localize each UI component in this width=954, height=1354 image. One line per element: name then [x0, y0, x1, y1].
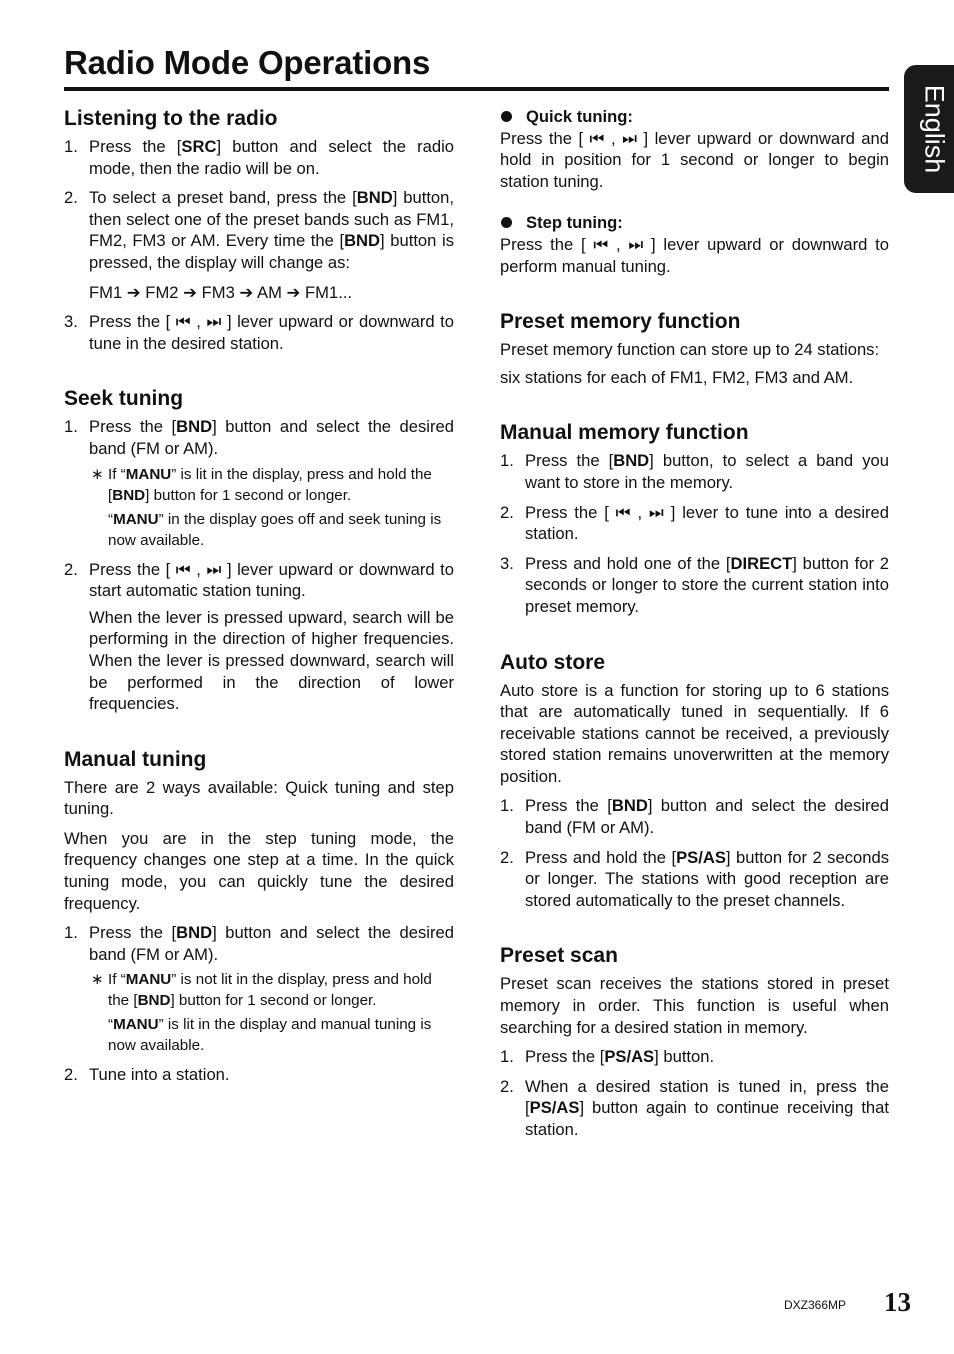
section-seek	[64, 386, 454, 714]
heading-preset-memory: Preset memory function	[500, 310, 741, 334]
manual-step-1: 1. Press the [BND] button and select the desired band (FM or AM).	[64, 923, 454, 964]
section-quick-tuning	[500, 106, 889, 192]
right-column	[500, 106, 889, 1141]
seek-paragraph: When the lever is pressed upward, search will be performing in the direction of higher frequencies. When the lever is pressed downward, search will be performed in the direction of lower frequencies.	[89, 607, 454, 714]
section-preset-scan	[500, 943, 889, 1140]
heading-auto-store: Auto store	[500, 650, 605, 674]
section-manual-memory	[500, 420, 889, 617]
listening-step-3: 3. Press the [ ⏮ , ⏭ ] lever upward or downward to tune in the desired station.	[64, 312, 454, 353]
step-tuning-text: Press the [ ⏮ , ⏭ ] lever upward or downward to perform manual tuning.	[500, 234, 889, 276]
page-number: 13	[884, 1287, 911, 1317]
bullet-icon	[501, 111, 512, 122]
section-listening	[64, 106, 454, 354]
quick-tuning-heading: Quick tuning:	[500, 106, 889, 128]
seek-step-1: 1. Press the [BND] button and select the desired band (FM or AM).	[64, 417, 454, 458]
language-tab	[904, 65, 954, 193]
auto-step-1: 1. Press the [BND] button and select the desired band (FM or AM).	[500, 796, 889, 838]
manual-paragraph-2: When you are in the step tuning mode, the frequency changes one step at a time. In the quick tuning mode, you can quickly tune the desired frequency.	[64, 828, 454, 913]
scan-step-1: 1. Press the [PS/AS] button.	[500, 1047, 715, 1067]
auto-paragraph: Auto store is a function for storing up to 6 stations that are automatically tuned in sequentially. If 6 receivable stations cannot be received, a previously stored station remains unoverwritten at the memory position.	[500, 680, 889, 786]
heading-preset-scan: Preset scan	[500, 944, 618, 968]
left-column	[64, 106, 454, 1086]
section-preset-memory	[500, 309, 889, 388]
scan-step-2: 2. When a desired station is tuned in, press the [PS/AS] button again to continue receiving that station.	[500, 1076, 889, 1139]
section-manual-tuning	[64, 747, 454, 1086]
language-tab-label: English	[919, 84, 950, 174]
model-number: DXZ366MP	[784, 1298, 847, 1312]
manual-note-1: ∗ If “MANU” is not lit in the display, press and hold the [BND] button for 1 second or longer.	[91, 971, 432, 1010]
step-tuning-heading: Step tuning:	[500, 212, 889, 234]
band-sequence: FM1 ➔ FM2 ➔ FM3 ➔ AM ➔ FM1...	[89, 282, 353, 302]
page-title: Radio Mode Operations	[64, 44, 431, 81]
seek-note-1: ∗ If “MANU” is lit in the display, press and hold the [BND] button for 1 second or longer.	[91, 465, 432, 504]
manual-note-2: “MANU” is lit in the display and manual tuning is now available.	[108, 1016, 432, 1055]
title-rule	[64, 87, 889, 91]
seek-note-2: “MANU” in the display goes off and seek tuning is now available.	[108, 510, 442, 549]
manual-paragraph-1: There are 2 ways available: Quick tuning and step tuning.	[64, 777, 454, 819]
section-step-tuning	[500, 212, 889, 277]
manual-step-2: 2. Tune into a station.	[64, 1065, 230, 1085]
quick-tuning-text: Press the [ ⏮ , ⏭ ] lever upward or downward and hold in position for 1 second or longer to begin station tuning.	[500, 128, 889, 191]
section-auto-store	[500, 650, 889, 912]
seek-step-2: 2. Press the [ ⏮ , ⏭ ] lever upward or downward to start automatic station tuning.	[64, 559, 454, 601]
heading-manual-tuning: Manual tuning	[64, 747, 207, 771]
listening-step-2: 2. To select a preset band, press the [BND] button, then select one of the preset bands such as FM1, FM2, FM3 or AM. Every time the [BND] button is pressed, the display will change as:	[64, 188, 455, 272]
auto-step-2: 2. Press and hold the [PS/AS] button for 2 seconds or longer. The stations with good reception are stored automatically to the preset channels.	[500, 847, 889, 910]
preset-paragraph-1: Preset memory function can store up to 24 stations:	[500, 340, 880, 360]
manualmem-step-3: 3. Press and hold one of the [DIRECT] button for 2 seconds or longer to store the current station into preset memory.	[500, 553, 890, 616]
preset-paragraph-2: six stations for each of FM1, FM2, FM3 and AM.	[500, 367, 854, 387]
manualmem-step-1: 1. Press the [BND] button, to select a band you want to store in the memory.	[500, 451, 889, 492]
bullet-icon	[501, 217, 512, 228]
heading-manual-memory: Manual memory function	[500, 421, 749, 445]
heading-listening: Listening to the radio	[64, 107, 278, 130]
manualmem-step-2: 2. Press the [ ⏮ , ⏭ ] lever to tune into a desired station.	[500, 502, 889, 544]
heading-seek: Seek tuning	[64, 387, 184, 411]
listening-step-1: 1. Press the [SRC] button and select the radio mode, then the radio will be on.	[64, 137, 454, 178]
scan-paragraph: Preset scan receives the stations stored in preset memory in order. This function is useful when searching for a desired station in memory.	[500, 974, 889, 1037]
